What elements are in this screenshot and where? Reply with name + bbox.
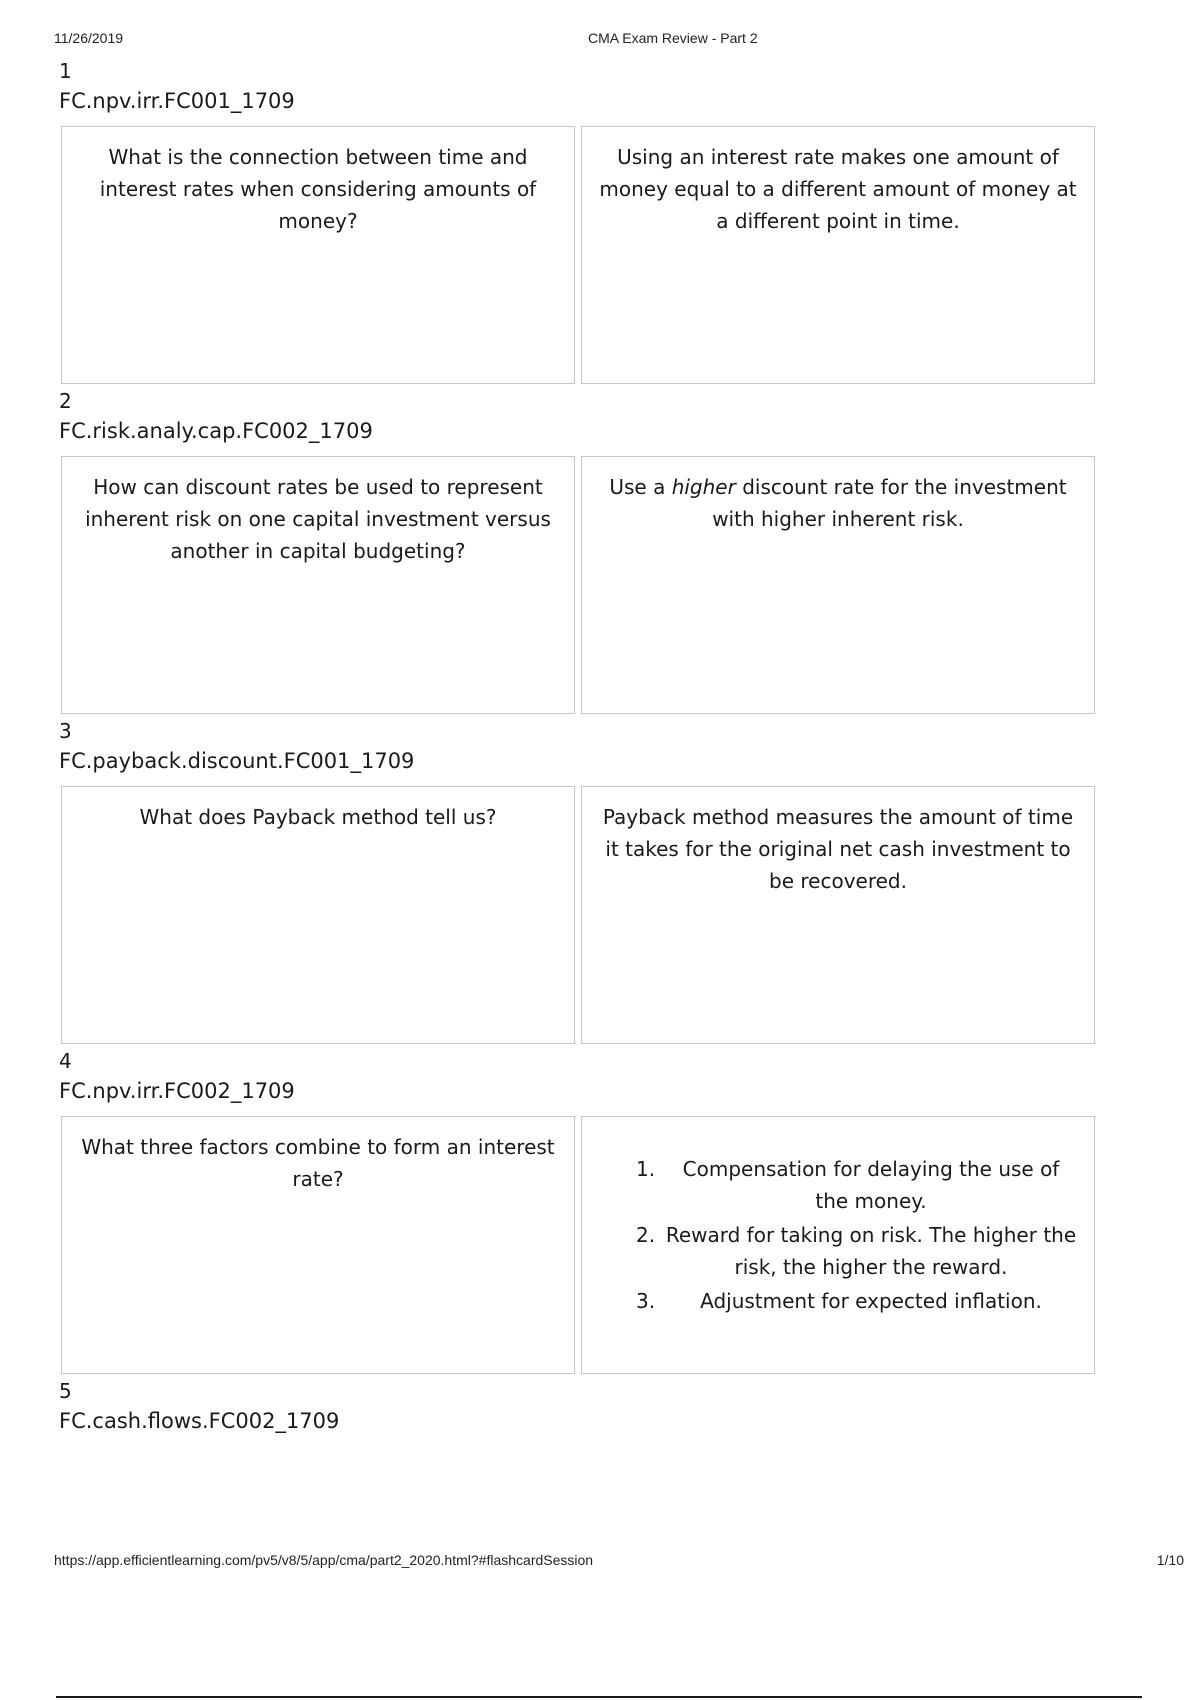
answer-list	[598, 1153, 1078, 1317]
card-row	[59, 1116, 1099, 1374]
card-number: 4	[59, 1049, 72, 1073]
card-id: FC.cash.flows.FC002_1709	[59, 1409, 340, 1433]
card-row	[59, 456, 1099, 714]
flashcard-section	[59, 386, 1099, 714]
print-date: 11/26/2019	[54, 30, 124, 46]
list-marker: 2.	[636, 1223, 656, 1247]
card-row	[59, 786, 1099, 1044]
answer-list-item	[636, 1153, 1078, 1217]
card-id: FC.payback.discount.FC001_1709	[59, 749, 415, 773]
flashcard-section	[59, 56, 1099, 384]
answer-text-start: Use a	[609, 475, 672, 499]
list-marker: 1.	[636, 1157, 656, 1181]
answer-list-item	[636, 1219, 1078, 1283]
card-answer: Using an interest rate makes one amount of money equal to a different amount of money at a different point in time.	[581, 126, 1095, 384]
card-answer: Payback method measures the amount of time it takes for the original net cash investment to be recovered.	[581, 786, 1095, 1044]
page-url: https://app.efficientlearning.com/pv5/v8/5/app/cma/part2_2020.html?#flashcardSession	[54, 1552, 594, 1568]
card-id: FC.npv.irr.FC002_1709	[59, 1079, 295, 1103]
print-footer	[54, 1552, 1184, 1572]
list-item-text: Reward for taking on risk. The higher the risk, the higher the reward.	[665, 1223, 1077, 1279]
card-row	[59, 126, 1099, 384]
answer-list-item	[636, 1285, 1078, 1317]
answer-text-end: discount rate for the investment with higher inherent risk.	[712, 475, 1067, 531]
list-item-text: Adjustment for expected inflation.	[700, 1289, 1042, 1313]
card-question: What is the connection between time and interest rates when considering amounts of money?	[61, 126, 575, 384]
page-number: 1/10	[1156, 1552, 1184, 1568]
card-id: FC.risk.analy.cap.FC002_1709	[59, 419, 373, 443]
card-answer	[581, 456, 1095, 714]
card-number: 3	[59, 719, 72, 743]
flashcard-section	[59, 1046, 1099, 1374]
document-title: CMA Exam Review - Part 2	[588, 30, 758, 46]
flashcard-section	[59, 716, 1099, 1044]
card-id: FC.npv.irr.FC001_1709	[59, 89, 295, 113]
answer-emphasis: higher	[671, 475, 736, 499]
card-question: How can discount rates be used to represent inherent risk on one capital investment versus another in capital budgeting?	[61, 456, 575, 714]
list-item-text: Compensation for delaying the use of the money.	[682, 1157, 1060, 1213]
list-marker: 3.	[636, 1289, 656, 1313]
print-header	[54, 30, 1184, 50]
card-question: What three factors combine to form an interest rate?	[61, 1116, 575, 1374]
card-number: 2	[59, 389, 72, 413]
flashcard-section	[59, 1376, 1099, 1436]
card-number: 5	[59, 1379, 72, 1403]
bottom-divider	[56, 1696, 1142, 1698]
card-answer	[581, 1116, 1095, 1374]
card-number: 1	[59, 59, 72, 83]
card-question: What does Payback method tell us?	[61, 786, 575, 1044]
